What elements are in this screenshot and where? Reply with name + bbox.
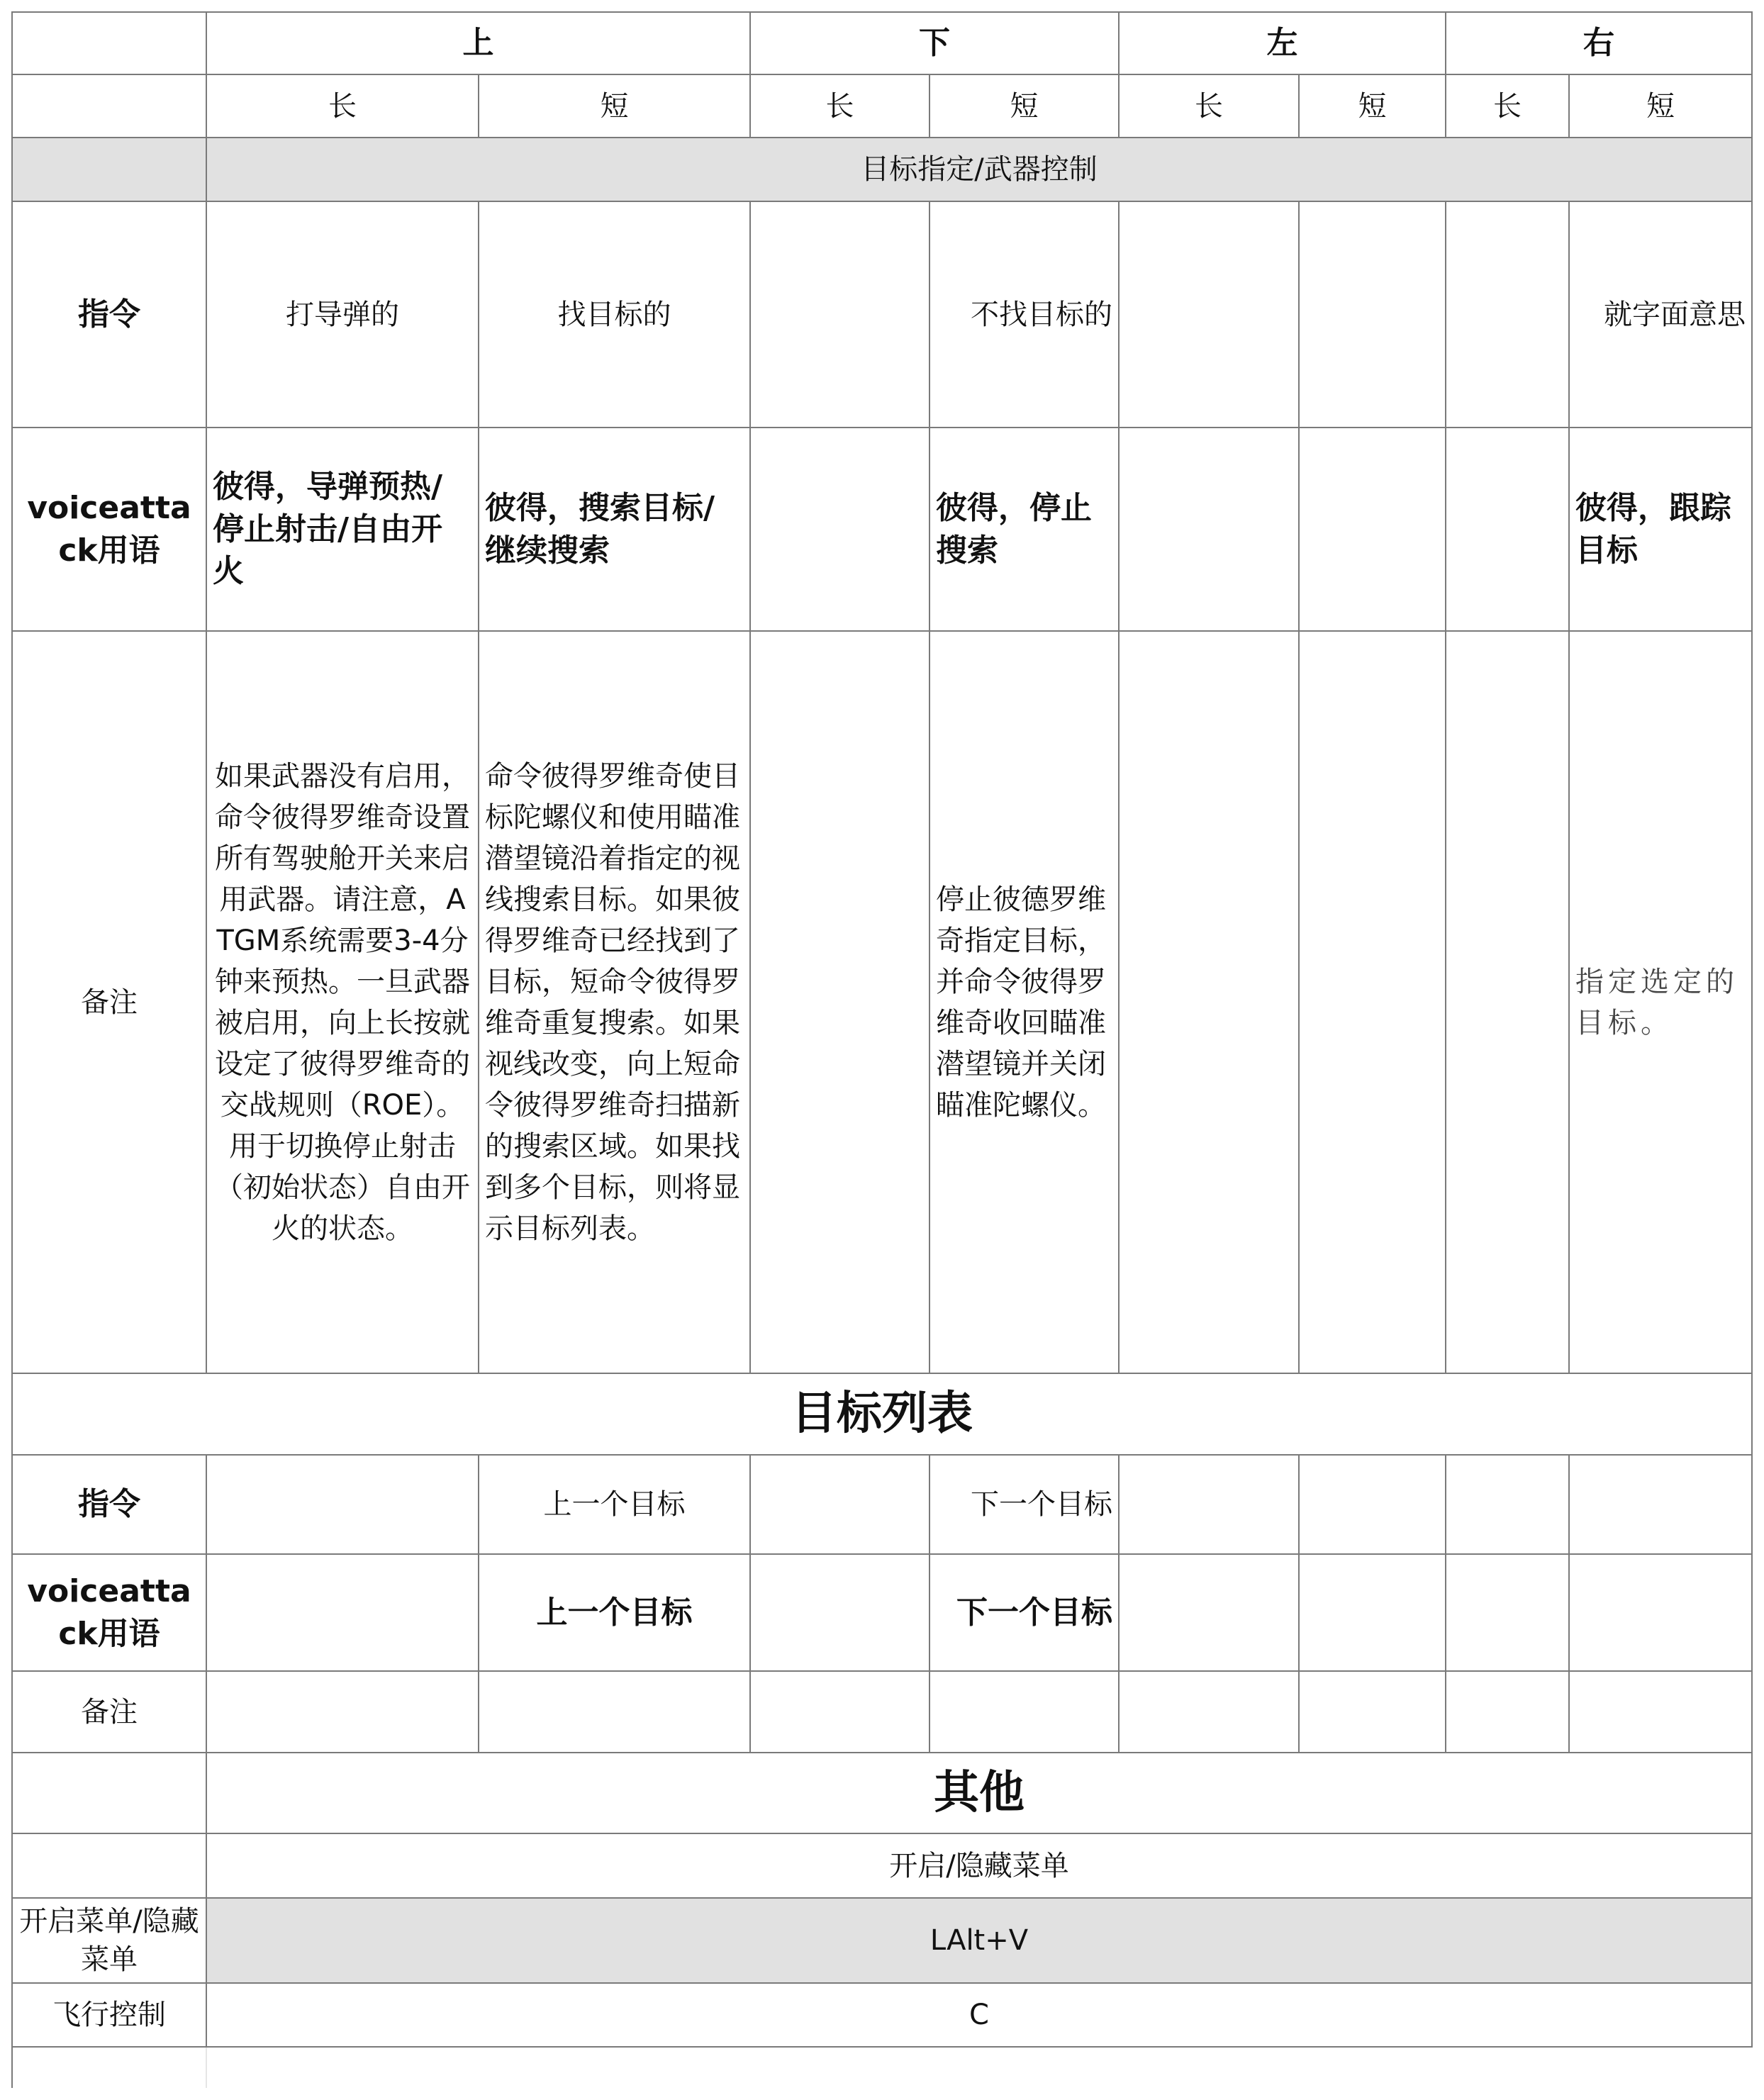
tl-voice-right-long: [1446, 1554, 1569, 1671]
down-short-header: 短: [930, 74, 1119, 138]
up-short-header: 短: [479, 74, 750, 138]
target-list-command-row: [12, 1455, 1752, 1554]
other-row-flight: [12, 1983, 1752, 2047]
up-long-header: 长: [206, 74, 479, 138]
left-long-header: 长: [1119, 74, 1299, 138]
targeting-section-title: 目标指定/武器控制: [206, 138, 1752, 201]
corner-cell-2: [12, 74, 206, 138]
tl-voice-left-long: [1119, 1554, 1299, 1671]
tl-note-8: [1569, 1671, 1752, 1753]
targeting-voice-row: [12, 428, 1752, 631]
tl-voice-up-long: [206, 1554, 479, 1671]
note-down-short: 停止彼德罗维奇指定目标，并命令彼得罗维奇收回瞄准潜望镜并关闭瞄准陀螺仪。: [930, 631, 1119, 1373]
voice-up-short: 彼得，搜索目标/继续搜索: [479, 428, 750, 631]
tl-voice-down-long: [750, 1554, 930, 1671]
cmd-left-long: [1119, 201, 1299, 428]
voice-down-short: 彼得，停止搜索: [930, 428, 1119, 631]
target-list-voice-row: [12, 1554, 1752, 1671]
note-down-long: [750, 631, 930, 1373]
note-left-long: [1119, 631, 1299, 1373]
voice-left-short: [1299, 428, 1446, 631]
tl-note-1: [206, 1671, 479, 1753]
tl-cmd-down-short: 下一个目标: [930, 1455, 1119, 1554]
menu-title-row: [12, 1833, 1752, 1898]
tl-cmd-up-short: 上一个目标: [479, 1455, 750, 1554]
command-label: 指令: [12, 201, 206, 428]
menu-toggle-label: 开启菜单/隐藏菜单: [12, 1898, 206, 1983]
targeting-section-blank: [12, 138, 206, 201]
note-up-long: 如果武器没有启用，命令彼得罗维奇设置所有驾驶舱开关来启用武器。请注意，ATGM系统需要3-4分钟来预热。一旦武器被启用，向上长按就设定了彼得罗维奇的交战规则（ROE）。用于切换停止射击（初始状态）自由开火的状态。: [206, 631, 479, 1373]
other-section-blank: [12, 1753, 206, 1833]
targeting-command-row: [12, 201, 1752, 428]
tl-cmd-down-long: [750, 1455, 930, 1554]
target-list-title: 目标列表: [12, 1373, 1752, 1455]
flight-control-key: C: [206, 1983, 1752, 2047]
cmd-up-long: 打导弹的: [206, 201, 479, 428]
flight-control-label: 飞行控制: [12, 1983, 206, 2047]
cmd-right-long: [1446, 201, 1569, 428]
tl-note-6: [1299, 1671, 1446, 1753]
tl-voice-up-short: 上一个目标: [479, 1554, 750, 1671]
tl-notes-label: 备注: [12, 1671, 206, 1753]
targeting-section-row: [12, 138, 1752, 201]
voice-left-long: [1119, 428, 1299, 631]
voice-down-long: [750, 428, 930, 631]
right-long-header: 长: [1446, 74, 1569, 138]
dir-down: 下: [750, 12, 1119, 74]
down-long-header: 长: [750, 74, 930, 138]
note-right-long: [1446, 631, 1569, 1373]
right-short-header: 短: [1569, 74, 1752, 138]
voice-right-long: [1446, 428, 1569, 631]
direction-header-row: [12, 12, 1752, 74]
press-type-row: [12, 74, 1752, 138]
left-short-header: 短: [1299, 74, 1446, 138]
tl-cmd-right-long: [1446, 1455, 1569, 1554]
dir-right: 右: [1446, 12, 1752, 74]
voice-right-short: 彼得，跟踪目标: [1569, 428, 1752, 631]
cmd-up-short: 找目标的: [479, 201, 750, 428]
trailing-blank-1: [12, 2047, 206, 2088]
tl-cmd-up-long: [206, 1455, 479, 1554]
menu-toggle-key: LAlt+V: [206, 1898, 1752, 1983]
note-right-short: 指定选定的目标。: [1569, 631, 1752, 1373]
tl-note-4: [930, 1671, 1119, 1753]
other-title: 其他: [206, 1753, 1752, 1833]
dir-up: 上: [206, 12, 750, 74]
corner-cell: [12, 12, 206, 74]
note-left-short: [1299, 631, 1446, 1373]
tl-note-5: [1119, 1671, 1299, 1753]
note-up-short: 命令彼得罗维奇使目标陀螺仪和使用瞄准潜望镜沿着指定的视线搜索目标。如果彼得罗维奇已经找到了目标，短命令彼得罗维奇重复搜索。如果视线改变，向上短命令彼得罗维奇扫描新的搜索区域。如果找到多个目标，则将显示目标列表。: [479, 631, 750, 1373]
dir-left: 左: [1119, 12, 1446, 74]
tl-voice-left-short: [1299, 1554, 1446, 1671]
tl-voice-right-short: [1569, 1554, 1752, 1671]
menu-title: 开启/隐藏菜单: [206, 1833, 1752, 1898]
voice-label: voiceattack用语: [12, 428, 206, 631]
tl-voice-down-short: 下一个目标: [930, 1554, 1119, 1671]
voice-up-long: 彼得，导弹预热/停止射击/自由开火: [206, 428, 479, 631]
other-row-menu: [12, 1898, 1752, 1983]
trailing-blank-2: [206, 2047, 1752, 2088]
cmd-right-short: 就字面意思: [1569, 201, 1752, 428]
cmd-left-short: [1299, 201, 1446, 428]
cmd-down-long: [750, 201, 930, 428]
notes-label: 备注: [12, 631, 206, 1373]
tl-cmd-right-short: [1569, 1455, 1752, 1554]
trailing-row: [12, 2047, 1752, 2088]
tl-cmd-left-short: [1299, 1455, 1446, 1554]
tl-voice-label: voiceattack用语: [12, 1554, 206, 1671]
target-list-notes-row: [12, 1671, 1752, 1753]
target-list-section-row: [12, 1373, 1752, 1455]
other-section-row: [12, 1753, 1752, 1833]
tl-note-2: [479, 1671, 750, 1753]
tl-cmd-left-long: [1119, 1455, 1299, 1554]
keybind-table: [11, 11, 1753, 2088]
menu-title-blank: [12, 1833, 206, 1898]
tl-note-7: [1446, 1671, 1569, 1753]
tl-note-3: [750, 1671, 930, 1753]
targeting-notes-row: [12, 631, 1752, 1373]
tl-command-label: 指令: [12, 1455, 206, 1554]
cmd-down-short: 不找目标的: [930, 201, 1119, 428]
